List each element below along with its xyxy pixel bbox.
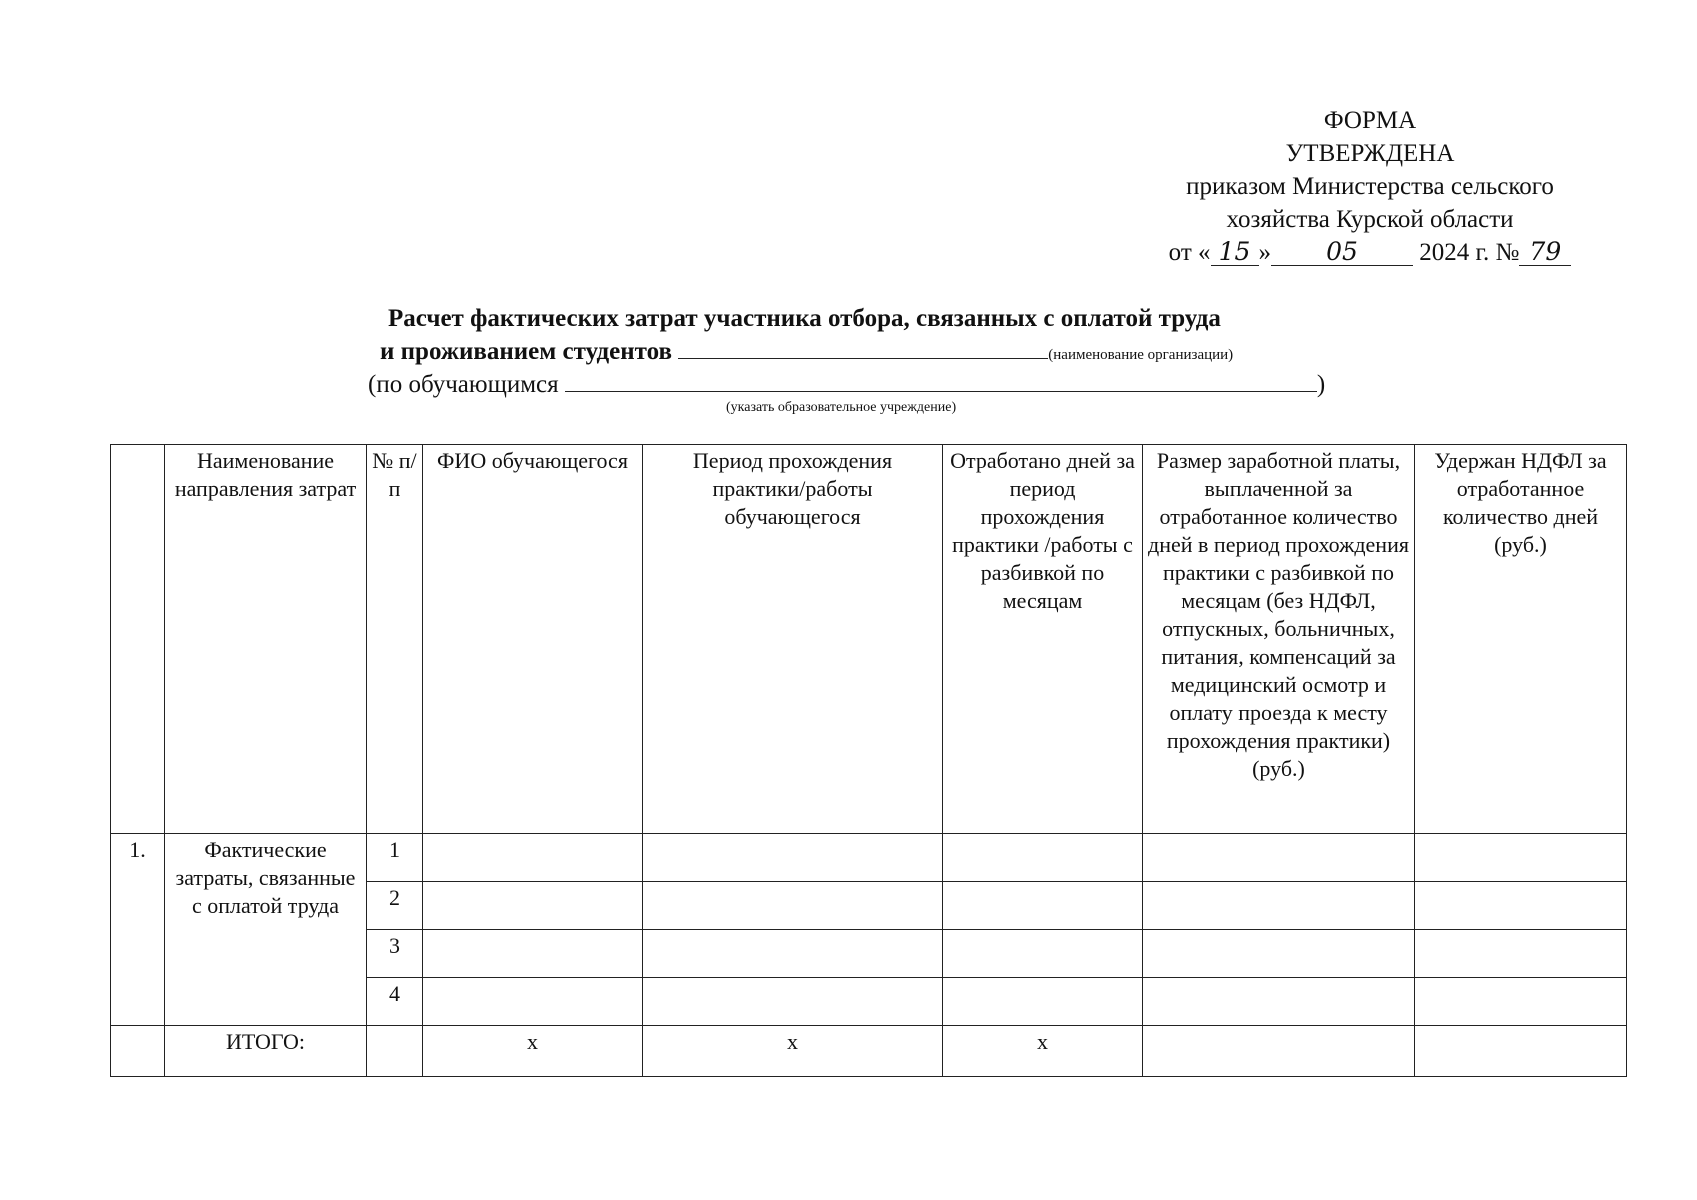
student-name-cell[interactable] [423, 978, 643, 1026]
order-date-line [1130, 236, 1610, 269]
institution-note: (указать образовательное учреждение) [726, 400, 957, 415]
row-number: 1 [367, 834, 423, 882]
tax-withheld-cell[interactable] [1415, 882, 1627, 930]
form-label: ФОРМА [1323, 107, 1417, 134]
total-mark-name: x [423, 1026, 643, 1077]
costs-table [110, 444, 1627, 1077]
row-number: 3 [367, 930, 423, 978]
row-number: 2 [367, 882, 423, 930]
practice-period-cell[interactable] [643, 834, 943, 882]
tax-withheld-cell[interactable] [1415, 978, 1627, 1026]
order-month: 05 [1271, 239, 1413, 266]
date-prefix: от « [1168, 239, 1211, 266]
salary-paid-cell[interactable] [1143, 882, 1415, 930]
section-number: 1. [111, 834, 165, 1026]
title-line-2: и проживанием студентов (наименование организации) [380, 338, 1234, 365]
institution-blank [565, 369, 1317, 392]
organization-note: (наименование организации) [1048, 347, 1234, 363]
header-practice-period: Период прохождения практики/работы обучающегося [643, 445, 943, 834]
days-worked-cell[interactable] [943, 834, 1143, 882]
days-worked-cell[interactable] [943, 978, 1143, 1026]
header-row [111, 445, 1627, 834]
header-salary-paid: Размер заработной платы, выплаченной за отработанное количество дней в период прохождения практики с разбивкой по месяцам (без НДФЛ, отпускных, больничных, питания, компенсаций за медицинский осмотр и оплату проезда к месту прохождения практики) (руб.) [1143, 445, 1415, 834]
days-worked-cell[interactable] [943, 882, 1143, 930]
row-number: 4 [367, 978, 423, 1026]
total-mark-period: x [643, 1026, 943, 1077]
total-label: ИТОГО: [165, 1026, 367, 1077]
student-name-cell[interactable] [423, 882, 643, 930]
region-line: хозяйства Курской области [1226, 206, 1514, 233]
header-student-name: ФИО обучающегося [423, 445, 643, 834]
tax-withheld-cell[interactable] [1415, 834, 1627, 882]
order-year: 2024 г. № [1419, 239, 1520, 266]
order-line: приказом Министерства сельского [1186, 173, 1554, 200]
title-line-3: (по обучающимся ) [368, 371, 1326, 398]
total-mark-days: x [943, 1026, 1143, 1077]
tax-withheld-cell[interactable] [1415, 930, 1627, 978]
approved-label: УТВЕРЖДЕНА [1285, 140, 1455, 167]
approval-stamp [1130, 104, 1610, 269]
practice-period-cell[interactable] [643, 978, 943, 1026]
order-day: 15 [1211, 239, 1259, 266]
section-name: Фактические затраты, связанные с оплатой труда [165, 834, 367, 1026]
total-number-cell [367, 1026, 423, 1077]
header-days-worked: Отработано дней за период прохождения практики /работы с разбивкой по месяцам [943, 445, 1143, 834]
student-name-cell[interactable] [423, 834, 643, 882]
student-name-cell[interactable] [423, 930, 643, 978]
table-row [111, 834, 1627, 882]
salary-paid-cell[interactable] [1143, 978, 1415, 1026]
header-cost-category: Наименование направления затрат [165, 445, 367, 834]
organization-blank [678, 336, 1048, 359]
salary-paid-cell[interactable] [1143, 930, 1415, 978]
practice-period-cell[interactable] [643, 930, 943, 978]
total-tax-cell[interactable] [1415, 1026, 1627, 1077]
title-line-1: Расчет фактических затрат участника отбора, связанных с оплатой труда [388, 305, 1221, 332]
header-tax-withheld: Удержан НДФЛ за отработанное количество дней (руб.) [1415, 445, 1627, 834]
salary-paid-cell[interactable] [1143, 834, 1415, 882]
order-number: 79 [1519, 239, 1571, 266]
days-worked-cell[interactable] [943, 930, 1143, 978]
total-salary-cell[interactable] [1143, 1026, 1415, 1077]
header-row-number: № п/п [367, 445, 423, 834]
practice-period-cell[interactable] [643, 882, 943, 930]
date-mid: » [1258, 239, 1272, 266]
total-row [111, 1026, 1627, 1077]
header-cell-empty [111, 445, 165, 834]
total-empty-cell [111, 1026, 165, 1077]
